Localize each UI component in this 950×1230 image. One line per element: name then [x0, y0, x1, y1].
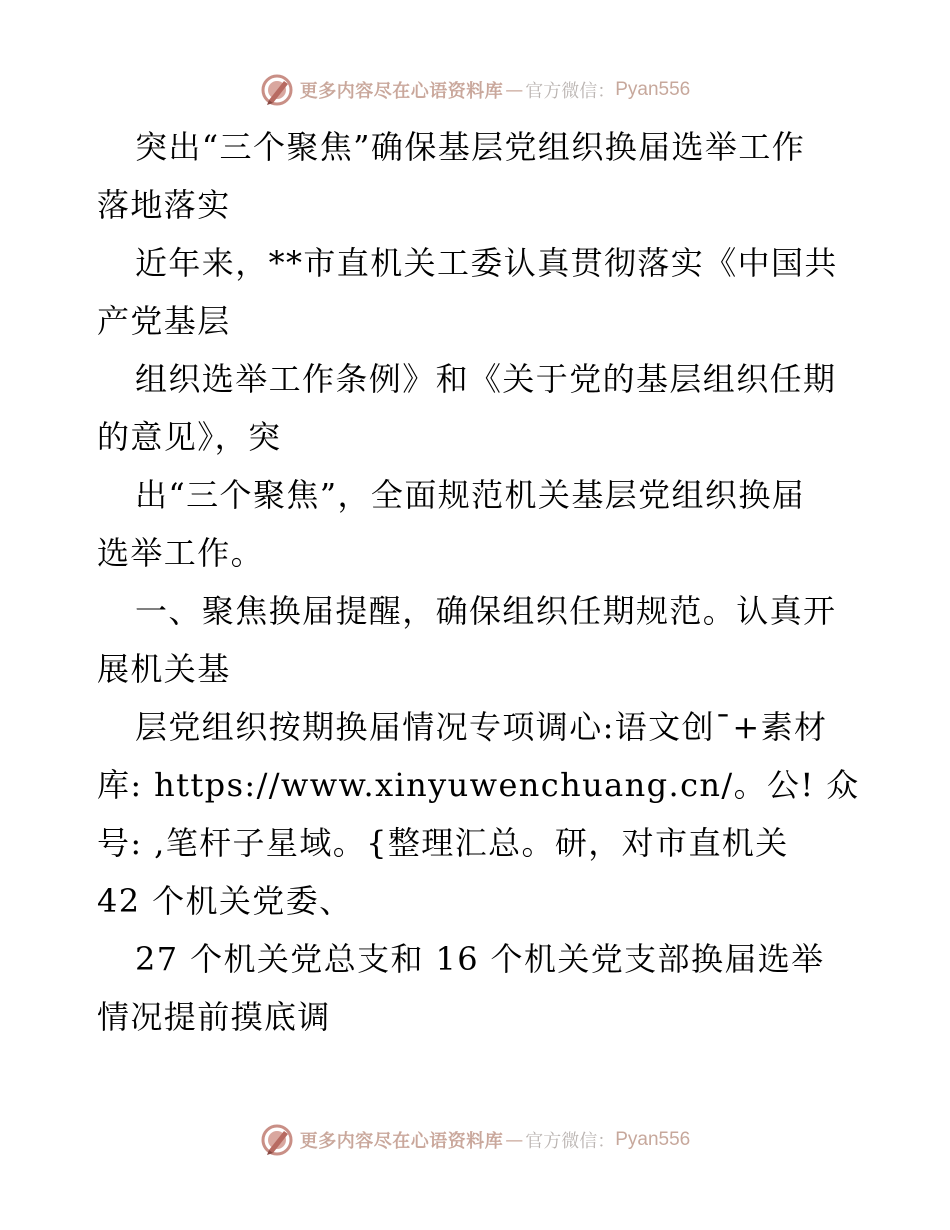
text-line: 落地落实 [97, 186, 231, 224]
text-line: 层党组织按期换届情况专项调心:语文创¯+素材 [135, 708, 828, 746]
watermark-brand: 更多内容尽在心语资料库 [299, 1131, 504, 1152]
watermark-wechat-id: Pyan556 [615, 1129, 691, 1150]
document-body [97, 118, 860, 1046]
watermark-dash: — [505, 1129, 524, 1151]
watermark-official-label: 官方微信： [525, 81, 616, 102]
text-line: 展机关基 [97, 650, 231, 688]
watermark-wechat-id: Pyan556 [615, 79, 691, 100]
text-line: 42 个机关党委、 [97, 882, 353, 920]
watermark-brand: 更多内容尽在心语资料库 [299, 81, 504, 102]
text-line: 号: ,笔杆子星域。{整理汇总。研，对市直机关 [97, 824, 789, 862]
text-line: 库: https://www.xinyuwenchuang.cn/。公! 众 [97, 766, 860, 804]
header-watermark [0, 70, 950, 110]
watermark-official-label: 官方微信： [525, 1131, 616, 1152]
text-line: 的意见》，突 [97, 418, 282, 456]
text-line: 突出“三个聚焦”确保基层党组织换届选举工作 [135, 128, 806, 166]
pen-logo-icon [260, 73, 294, 107]
text-line: 27 个机关党总支和 16 个机关党支部换届选举 [135, 940, 825, 978]
text-line: 出“三个聚焦”，全面规范机关基层党组织换届 [135, 476, 806, 514]
text-line: 选举工作。 [97, 534, 265, 572]
watermark-dash: — [505, 79, 524, 101]
text-line: 近年来，**市直机关工委认真贯彻落实《中国共 [135, 244, 838, 282]
text-line: 组织选举工作条例》和《关于党的基层组织任期 [135, 360, 837, 398]
text-line: 一、聚焦换届提醒，确保组织任期规范。认真开 [135, 592, 837, 630]
text-line: 产党基层 [97, 302, 231, 340]
text-line: 情况提前摸底调 [97, 998, 331, 1036]
pen-logo-icon [260, 1123, 294, 1157]
footer-watermark [0, 1120, 950, 1160]
